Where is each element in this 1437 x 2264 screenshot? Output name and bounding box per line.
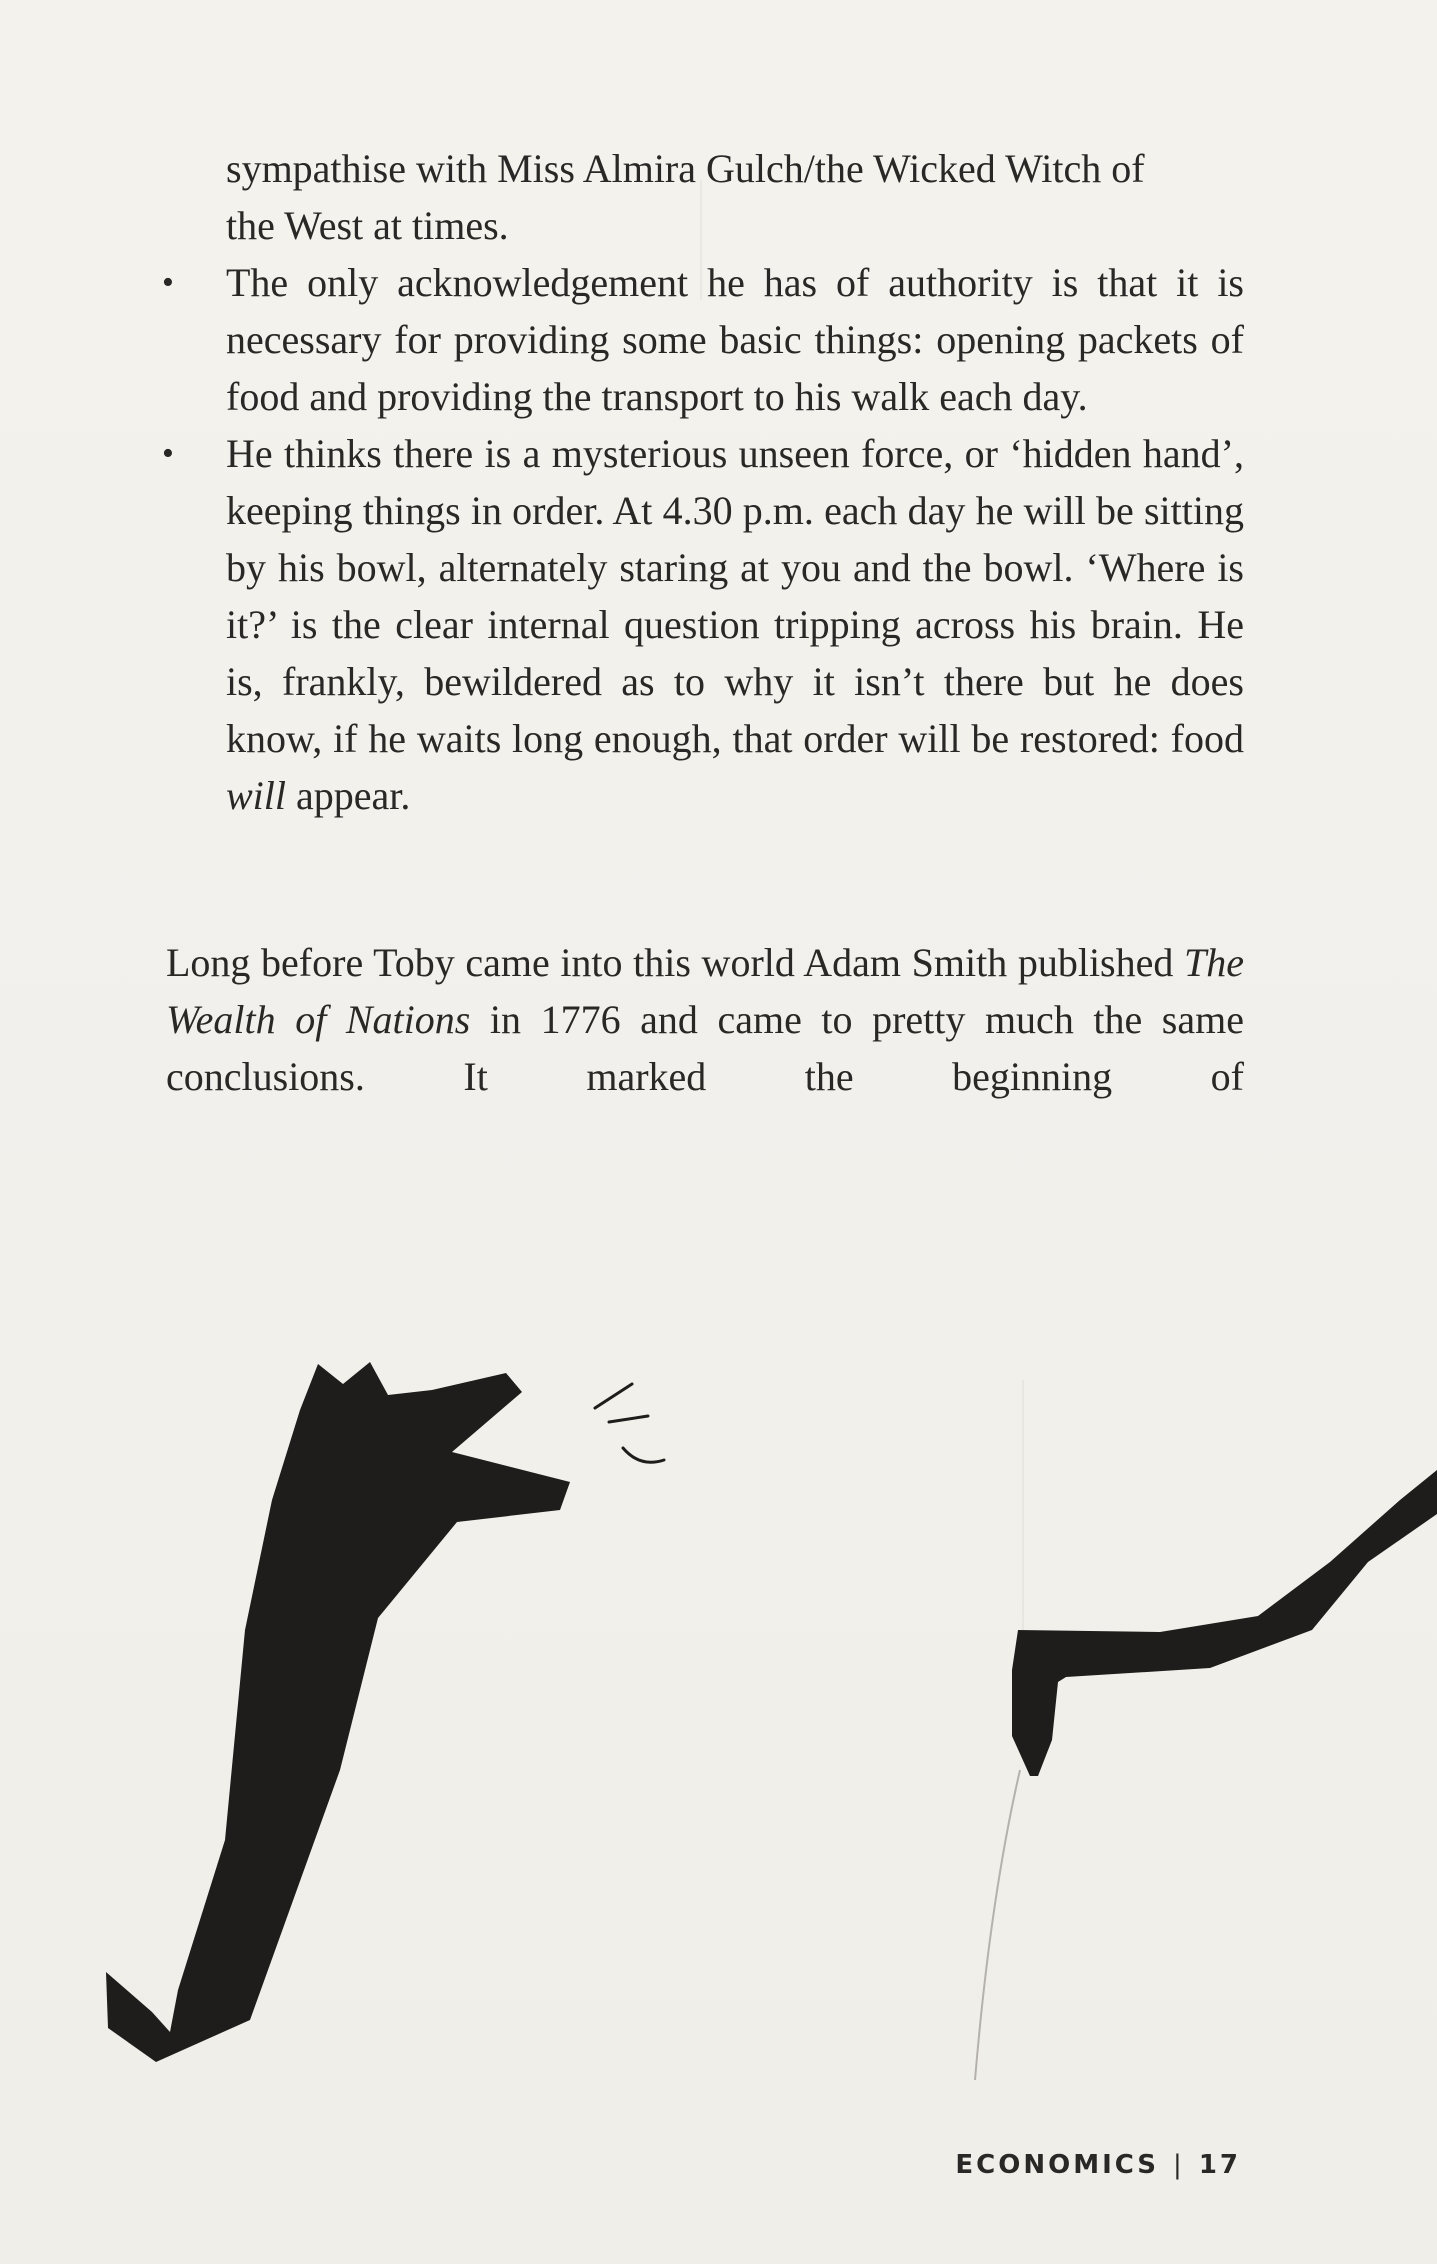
section-name: ECONOMICS (955, 2150, 1160, 2180)
bullet-text: He thinks there is a mysterious unseen force, or ‘hidden hand’, keeping things in order. At 4.30 p.m. each day he will be sitting by his bowl, alternately staring at you and the bowl. ‘Where is it?’ is the clear internal question tripping across his brain. He is, frankly, bewildered as to why it isn’t there but he does know, if he waits long enough, that order will be restored: food (226, 431, 1244, 761)
bullet-text: appear. (286, 773, 411, 818)
bullet-glyph: • (162, 264, 174, 301)
bullet-list (160, 254, 1244, 824)
dog-silhouette (106, 1362, 570, 2062)
bullet-item (160, 254, 1244, 425)
bark-lines (595, 1384, 664, 1462)
book-title: The Wealth of Nations (166, 940, 1244, 1042)
paragraph-text: Long before Toby came into this world Adam Smith published (166, 940, 1184, 985)
bullet-item (160, 425, 1244, 824)
bullet-glyph: • (162, 435, 174, 472)
bullet-continuation (226, 140, 1244, 254)
dog-illustration (0, 1300, 1437, 2100)
page-footer (955, 2150, 1241, 2180)
continuation-line: the West at times. (226, 203, 509, 248)
footer-separator: | (1173, 2150, 1185, 2180)
body-paragraph (166, 934, 1244, 1105)
bullet-text: The only acknowledgement he has of authority is that it is necessary for providing some basic things: opening packets of food and providing the transport to his walk each day. (226, 260, 1244, 419)
emphasis-text: will (226, 773, 287, 818)
human-arm-silhouette (1012, 1470, 1437, 1776)
continuation-line: sympathise with Miss Almira Gulch/the Wicked Witch of (226, 146, 1145, 191)
page-number: 17 (1198, 2150, 1241, 2180)
paragraph-text: in 1776 and came to pretty much the same conclusions. It marked the beginning of (166, 997, 1244, 1099)
leash-line (975, 1770, 1020, 2080)
